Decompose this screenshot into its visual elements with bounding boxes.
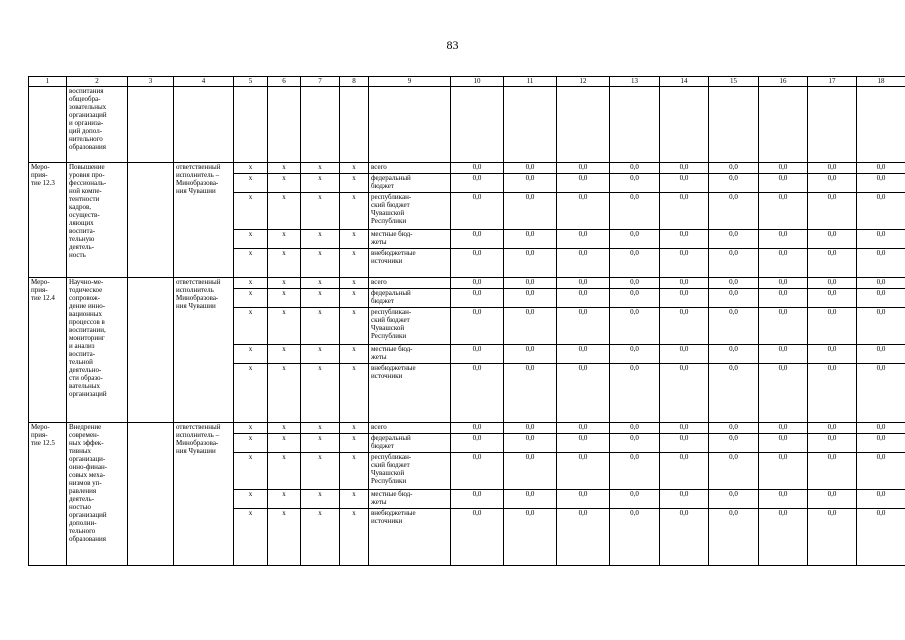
x-mark: х — [234, 289, 268, 308]
amount-value: 0,0 — [759, 163, 808, 174]
amount-value: 0,0 — [557, 278, 610, 289]
amount-value: 0,0 — [660, 193, 709, 230]
x-mark: х — [234, 364, 268, 423]
x-mark: х — [234, 230, 268, 249]
amount-value: 0,0 — [808, 423, 857, 434]
x-mark: х — [340, 453, 369, 490]
amount-value: 0,0 — [610, 490, 660, 509]
amount-value: 0,0 — [451, 453, 504, 490]
amount-value: 0,0 — [557, 490, 610, 509]
amount-value: 0,0 — [857, 193, 905, 230]
amount-value: 0,0 — [857, 163, 905, 174]
x-mark: х — [340, 289, 369, 308]
amount-value: 0,0 — [660, 278, 709, 289]
x-mark: х — [268, 289, 301, 308]
amount-value: 0,0 — [660, 308, 709, 345]
amount-value: 0,0 — [504, 423, 557, 434]
amount-value: 0,0 — [610, 434, 660, 453]
amount-value: 0,0 — [451, 278, 504, 289]
amount-value: 0,0 — [451, 345, 504, 364]
funding-source: федеральный бюджет — [369, 434, 451, 453]
amount-value: 0,0 — [808, 163, 857, 174]
amount-value: 0,0 — [709, 249, 759, 278]
amount-value: 0,0 — [504, 193, 557, 230]
amount-value: 0,0 — [808, 249, 857, 278]
amount-value: 0,0 — [451, 174, 504, 193]
amount-value: 0,0 — [610, 278, 660, 289]
amount-value: 0,0 — [808, 174, 857, 193]
amount-value: 0,0 — [610, 289, 660, 308]
amount-value: 0,0 — [808, 453, 857, 490]
x-mark: х — [234, 509, 268, 566]
amount-value: 0,0 — [857, 509, 905, 566]
x-mark: х — [301, 364, 340, 423]
x-mark: х — [301, 278, 340, 289]
amount-value: 0,0 — [808, 230, 857, 249]
x-mark: х — [301, 490, 340, 509]
funding-source: республикан- ский бюджет Чувашской Республики — [369, 308, 451, 345]
x-mark: х — [234, 434, 268, 453]
amount-value: 0,0 — [709, 423, 759, 434]
column-header: 1 — [29, 77, 67, 87]
column-header: 3 — [128, 77, 174, 87]
amount-value: 0,0 — [857, 434, 905, 453]
amount-value: 0,0 — [709, 434, 759, 453]
x-mark: х — [268, 423, 301, 434]
amount-value: 0,0 — [610, 174, 660, 193]
amount-value: 0,0 — [759, 230, 808, 249]
amount-value: 0,0 — [759, 434, 808, 453]
amount-value: 0,0 — [504, 174, 557, 193]
amount-value: 0,0 — [759, 289, 808, 308]
amount-value: 0,0 — [660, 289, 709, 308]
column-header: 7 — [301, 77, 340, 87]
x-mark: х — [301, 345, 340, 364]
amount-value: 0,0 — [660, 249, 709, 278]
x-mark: х — [234, 345, 268, 364]
amount-value: 0,0 — [557, 289, 610, 308]
continuation-text: воспитания общеобра- зовательных организаций и организа- ций допол- нительного образования — [67, 87, 128, 163]
amount-value: 0,0 — [610, 509, 660, 566]
x-mark: х — [340, 509, 369, 566]
amount-value: 0,0 — [808, 509, 857, 566]
amount-value: 0,0 — [660, 490, 709, 509]
amount-value: 0,0 — [857, 490, 905, 509]
amount-value: 0,0 — [759, 174, 808, 193]
x-mark: х — [340, 193, 369, 230]
amount-value: 0,0 — [557, 163, 610, 174]
amount-value: 0,0 — [610, 423, 660, 434]
amount-value: 0,0 — [504, 490, 557, 509]
amount-value: 0,0 — [557, 308, 610, 345]
table-row — [29, 163, 905, 174]
amount-value: 0,0 — [808, 345, 857, 364]
column-header: 9 — [369, 77, 451, 87]
amount-value: 0,0 — [808, 434, 857, 453]
funding-source: внебюджетные источники — [369, 364, 451, 423]
amount-value: 0,0 — [504, 230, 557, 249]
amount-value: 0,0 — [451, 434, 504, 453]
x-mark: х — [340, 345, 369, 364]
amount-value: 0,0 — [557, 509, 610, 566]
funding-source: всего — [369, 423, 451, 434]
amount-value: 0,0 — [709, 230, 759, 249]
amount-value: 0,0 — [557, 249, 610, 278]
x-mark: х — [234, 278, 268, 289]
amount-value: 0,0 — [660, 174, 709, 193]
x-mark: х — [268, 364, 301, 423]
x-mark: х — [340, 174, 369, 193]
x-mark: х — [234, 423, 268, 434]
column-header: 11 — [504, 77, 557, 87]
amount-value: 0,0 — [660, 345, 709, 364]
column-header: 12 — [557, 77, 610, 87]
x-mark: х — [340, 163, 369, 174]
amount-value: 0,0 — [451, 490, 504, 509]
amount-value: 0,0 — [709, 174, 759, 193]
x-mark: х — [340, 249, 369, 278]
amount-value: 0,0 — [504, 434, 557, 453]
amount-value: 0,0 — [709, 364, 759, 423]
amount-value: 0,0 — [759, 278, 808, 289]
x-mark: х — [301, 230, 340, 249]
x-mark: х — [268, 278, 301, 289]
amount-value: 0,0 — [808, 490, 857, 509]
measure-name: Внедрение современ- ных эффек- тивных организаци- онно-финан- совых меха- низмов уп- равления деятель- ностью организаций дополни- тельного образования — [67, 423, 128, 566]
amount-value: 0,0 — [709, 163, 759, 174]
x-mark: х — [340, 434, 369, 453]
column-header: 6 — [268, 77, 301, 87]
funding-source: федеральный бюджет — [369, 174, 451, 193]
x-mark: х — [301, 193, 340, 230]
x-mark: х — [301, 423, 340, 434]
x-mark: х — [301, 174, 340, 193]
funding-source: республикан- ский бюджет Чувашской Республики — [369, 453, 451, 490]
amount-value: 0,0 — [857, 345, 905, 364]
amount-value: 0,0 — [451, 509, 504, 566]
amount-value: 0,0 — [759, 509, 808, 566]
amount-value: 0,0 — [709, 193, 759, 230]
amount-value: 0,0 — [557, 364, 610, 423]
amount-value: 0,0 — [709, 289, 759, 308]
empty-cell — [128, 163, 174, 278]
column-header: 18 — [857, 77, 905, 87]
amount-value: 0,0 — [557, 453, 610, 490]
amount-value: 0,0 — [504, 509, 557, 566]
x-mark: х — [301, 434, 340, 453]
amount-value: 0,0 — [759, 453, 808, 490]
amount-value: 0,0 — [709, 308, 759, 345]
funding-source: местные бюд- жеты — [369, 490, 451, 509]
amount-value: 0,0 — [660, 423, 709, 434]
measure-number: Меро- прия- тие 12.4 — [29, 278, 67, 423]
column-header: 16 — [759, 77, 808, 87]
amount-value: 0,0 — [660, 364, 709, 423]
x-mark: х — [340, 423, 369, 434]
amount-value: 0,0 — [857, 230, 905, 249]
x-mark: х — [268, 249, 301, 278]
measure-number: Меро- прия- тие 12.5 — [29, 423, 67, 566]
amount-value: 0,0 — [808, 289, 857, 308]
amount-value: 0,0 — [857, 364, 905, 423]
column-header: 14 — [660, 77, 709, 87]
empty-cell — [128, 278, 174, 423]
x-mark: х — [234, 163, 268, 174]
x-mark: х — [301, 249, 340, 278]
column-header: 8 — [340, 77, 369, 87]
amount-value: 0,0 — [504, 453, 557, 490]
amount-value: 0,0 — [759, 308, 808, 345]
column-header: 15 — [709, 77, 759, 87]
table-row — [29, 423, 905, 434]
amount-value: 0,0 — [610, 163, 660, 174]
column-header: 5 — [234, 77, 268, 87]
x-mark: х — [234, 193, 268, 230]
amount-value: 0,0 — [759, 345, 808, 364]
x-mark: х — [301, 509, 340, 566]
column-header: 2 — [67, 77, 128, 87]
amount-value: 0,0 — [759, 249, 808, 278]
amount-value: 0,0 — [759, 490, 808, 509]
executor: ответственный исполнитель Минобразова- ния Чувашии — [174, 278, 234, 423]
executor: ответственный исполнитель – Минобразова- ния Чувашии — [174, 163, 234, 278]
amount-value: 0,0 — [808, 308, 857, 345]
amount-value: 0,0 — [857, 278, 905, 289]
x-mark: х — [234, 308, 268, 345]
x-mark: х — [268, 230, 301, 249]
x-mark: х — [301, 163, 340, 174]
x-mark: х — [268, 174, 301, 193]
x-mark: х — [268, 434, 301, 453]
funding-source: всего — [369, 163, 451, 174]
amount-value: 0,0 — [610, 453, 660, 490]
amount-value: 0,0 — [709, 345, 759, 364]
amount-value: 0,0 — [610, 230, 660, 249]
amount-value: 0,0 — [759, 193, 808, 230]
amount-value: 0,0 — [808, 193, 857, 230]
amount-value: 0,0 — [709, 278, 759, 289]
amount-value: 0,0 — [857, 423, 905, 434]
amount-value: 0,0 — [759, 364, 808, 423]
x-mark: х — [301, 289, 340, 308]
executor: ответственный исполнитель – Минобразова- ния Чувашии — [174, 423, 234, 566]
amount-value: 0,0 — [557, 174, 610, 193]
amount-value: 0,0 — [451, 193, 504, 230]
amount-value: 0,0 — [808, 364, 857, 423]
amount-value: 0,0 — [504, 278, 557, 289]
amount-value: 0,0 — [504, 308, 557, 345]
amount-value: 0,0 — [759, 423, 808, 434]
amount-value: 0,0 — [660, 434, 709, 453]
measure-number: Меро- прия- тие 12.3 — [29, 163, 67, 278]
measure-name: Повышение уровня про- фессиональ- ной компе- тентности кадров, осуществ- ляющих воспита- тельную деятель- ность — [67, 163, 128, 278]
column-header: 4 — [174, 77, 234, 87]
x-mark: х — [268, 308, 301, 345]
amount-value: 0,0 — [451, 289, 504, 308]
amount-value: 0,0 — [857, 249, 905, 278]
amount-value: 0,0 — [857, 174, 905, 193]
x-mark: х — [234, 249, 268, 278]
amount-value: 0,0 — [610, 308, 660, 345]
amount-value: 0,0 — [504, 289, 557, 308]
x-mark: х — [268, 193, 301, 230]
amount-value: 0,0 — [504, 249, 557, 278]
amount-value: 0,0 — [660, 453, 709, 490]
x-mark: х — [234, 453, 268, 490]
empty-cell — [128, 423, 174, 566]
funding-source: внебюджетные источники — [369, 249, 451, 278]
page-number: 83 — [446, 38, 459, 52]
x-mark: х — [340, 308, 369, 345]
x-mark: х — [234, 490, 268, 509]
funding-source: местные бюд- жеты — [369, 345, 451, 364]
amount-value: 0,0 — [610, 193, 660, 230]
amount-value: 0,0 — [857, 289, 905, 308]
amount-value: 0,0 — [451, 364, 504, 423]
amount-value: 0,0 — [857, 308, 905, 345]
x-mark: х — [268, 490, 301, 509]
amount-value: 0,0 — [504, 364, 557, 423]
amount-value: 0,0 — [451, 308, 504, 345]
table-row — [29, 278, 905, 289]
amount-value: 0,0 — [504, 163, 557, 174]
funding-source: всего — [369, 278, 451, 289]
amount-value: 0,0 — [660, 163, 709, 174]
funding-source: федеральный бюджет — [369, 289, 451, 308]
header-row — [29, 77, 905, 87]
measure-name: Научно-ме- тодическое сопровож- дение инно- вационных процессов в воспитании, мониторинг и анализ воспита- тельной деятельно- сти образо- вательных организаций — [67, 278, 128, 423]
amount-value: 0,0 — [709, 490, 759, 509]
x-mark: х — [340, 364, 369, 423]
amount-value: 0,0 — [557, 434, 610, 453]
amount-value: 0,0 — [557, 345, 610, 364]
amount-value: 0,0 — [610, 364, 660, 423]
x-mark: х — [268, 163, 301, 174]
column-header: 13 — [610, 77, 660, 87]
amount-value: 0,0 — [610, 345, 660, 364]
x-mark: х — [268, 345, 301, 364]
funding-source: республикан- ский бюджет Чувашской Республики — [369, 193, 451, 230]
amount-value: 0,0 — [557, 193, 610, 230]
x-mark: х — [301, 453, 340, 490]
x-mark: х — [340, 490, 369, 509]
funding-source: внебюджетные источники — [369, 509, 451, 566]
amount-value: 0,0 — [610, 249, 660, 278]
column-header: 10 — [451, 77, 504, 87]
x-mark: х — [340, 230, 369, 249]
x-mark: х — [268, 509, 301, 566]
x-mark: х — [340, 278, 369, 289]
amount-value: 0,0 — [709, 453, 759, 490]
amount-value: 0,0 — [808, 278, 857, 289]
continuation-row — [29, 87, 905, 163]
amount-value: 0,0 — [660, 230, 709, 249]
amount-value: 0,0 — [451, 249, 504, 278]
amount-value: 0,0 — [504, 345, 557, 364]
amount-value: 0,0 — [557, 423, 610, 434]
x-mark: х — [268, 453, 301, 490]
column-header: 17 — [808, 77, 857, 87]
x-mark: х — [234, 174, 268, 193]
funding-source: местные бюд- жеты — [369, 230, 451, 249]
amount-value: 0,0 — [660, 509, 709, 566]
financing-table — [28, 76, 905, 566]
x-mark: х — [301, 308, 340, 345]
amount-value: 0,0 — [857, 453, 905, 490]
amount-value: 0,0 — [451, 230, 504, 249]
amount-value: 0,0 — [451, 163, 504, 174]
amount-value: 0,0 — [557, 230, 610, 249]
amount-value: 0,0 — [451, 423, 504, 434]
amount-value: 0,0 — [709, 509, 759, 566]
